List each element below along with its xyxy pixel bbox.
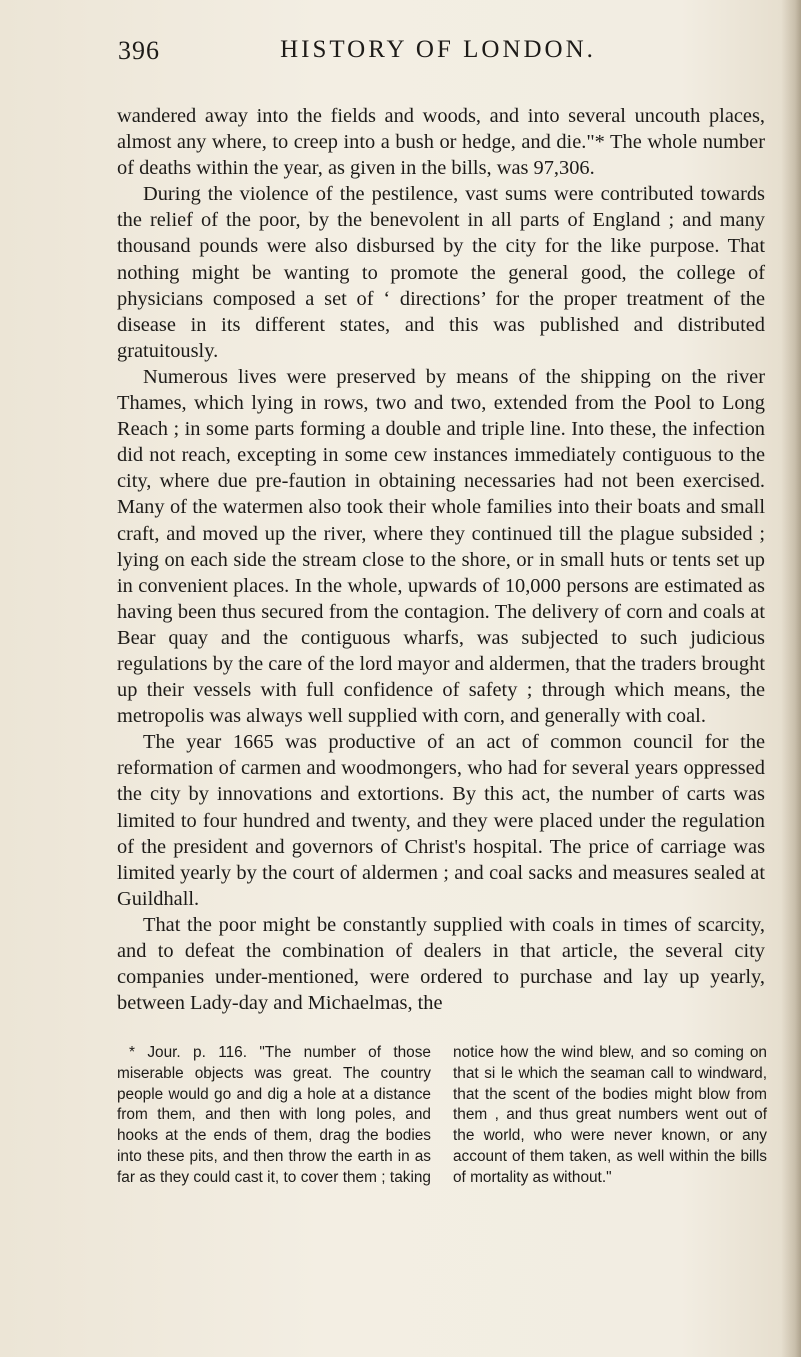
footnote-text: * Jour. p. 116. "The number of those miserable objects was great. The country people would go and dig a hole at a distance from them, and then with long poles, and hooks at the ends of them, drag the bodies into these pits, and then throw the earth in as far as they could cast it, to cover them ; taking notice how the wind blew, and so coming on that si le which the seaman call to windward, that the scent of the bodies might blow from them , and thus great numbers went out of the world, who were never known, or any account of them taken, as well within the bills of mortality as without." <box>117 1044 767 1186</box>
running-head <box>118 36 758 72</box>
page-title: HISTORY OF LONDON. <box>280 36 596 63</box>
page-number: 396 <box>118 36 160 65</box>
paragraph: wandered away into the fields and woods, and into several uncouth places, almost any where, to creep into a bush or hedge, and die."* The whole number of deaths within the year, as given in the bills, was 97,306. <box>117 105 765 180</box>
footnote <box>117 1043 767 1189</box>
paragraph: The year 1665 was productive of an act of common council for the reformation of carmen and woodmongers, who had for several years oppressed the city by innovations and extortions. By this act, the number of carts was limited to four hundred and twenty, and they were placed under the regulation of the president and governors of Christ's hospital. The price of carriage was limited yearly by the court of aldermen ; and coal sacks and measures sealed at Guildhall. <box>117 731 765 910</box>
paragraph: That the poor might be constantly supplied with coals in times of scarcity, and to defeat the combination of dealers in that article, the several city companies under-mentioned, were ordered to purchase and lay up yearly, between Lady-day and Michaelmas, the <box>117 913 765 1015</box>
page-edge-shadow <box>781 0 801 1357</box>
paragraph: Numerous lives were preserved by means of the shipping on the river Thames, which lying in rows, two and two, extended from the Pool to Long Reach ; in some parts forming a double and triple line. Into these, the infection did not reach, excepting in some cew instances immediately contiguous to the city, where due pre-faution in obtaining necessaries had not been exercised. Many of the watermen also took their whole families into their boats and small craft, and moved up the river, where they continued till the plague subsided ; lying on each side the stream close to the shore, or in small huts or tents set up in convenient places. In the whole, upwards of 10,000 persons are estimated as having been thus secured from the contagion. The delivery of corn and coals at Bear quay and the contiguous wharfs, was subjected to such judicious regulations by the care of the lord mayor and aldermen, that the traders brought up their vessels with full confidence of safety ; through which means, the metropolis was always well supplied with corn, and generally with coal. <box>117 365 765 728</box>
paragraph: During the violence of the pestilence, vast sums were contributed towards the relief of the poor, by the benevolent in all parts of England ; and many thousand pounds were also disbursed by the city for the like purpose. That nothing might be wanting to promote the general good, the college of physicians composed a set of ‘ directions’ for the proper treatment of the disease in its different states, and this was published and distributed gratuitously. <box>117 183 765 362</box>
main-text <box>117 103 765 1016</box>
